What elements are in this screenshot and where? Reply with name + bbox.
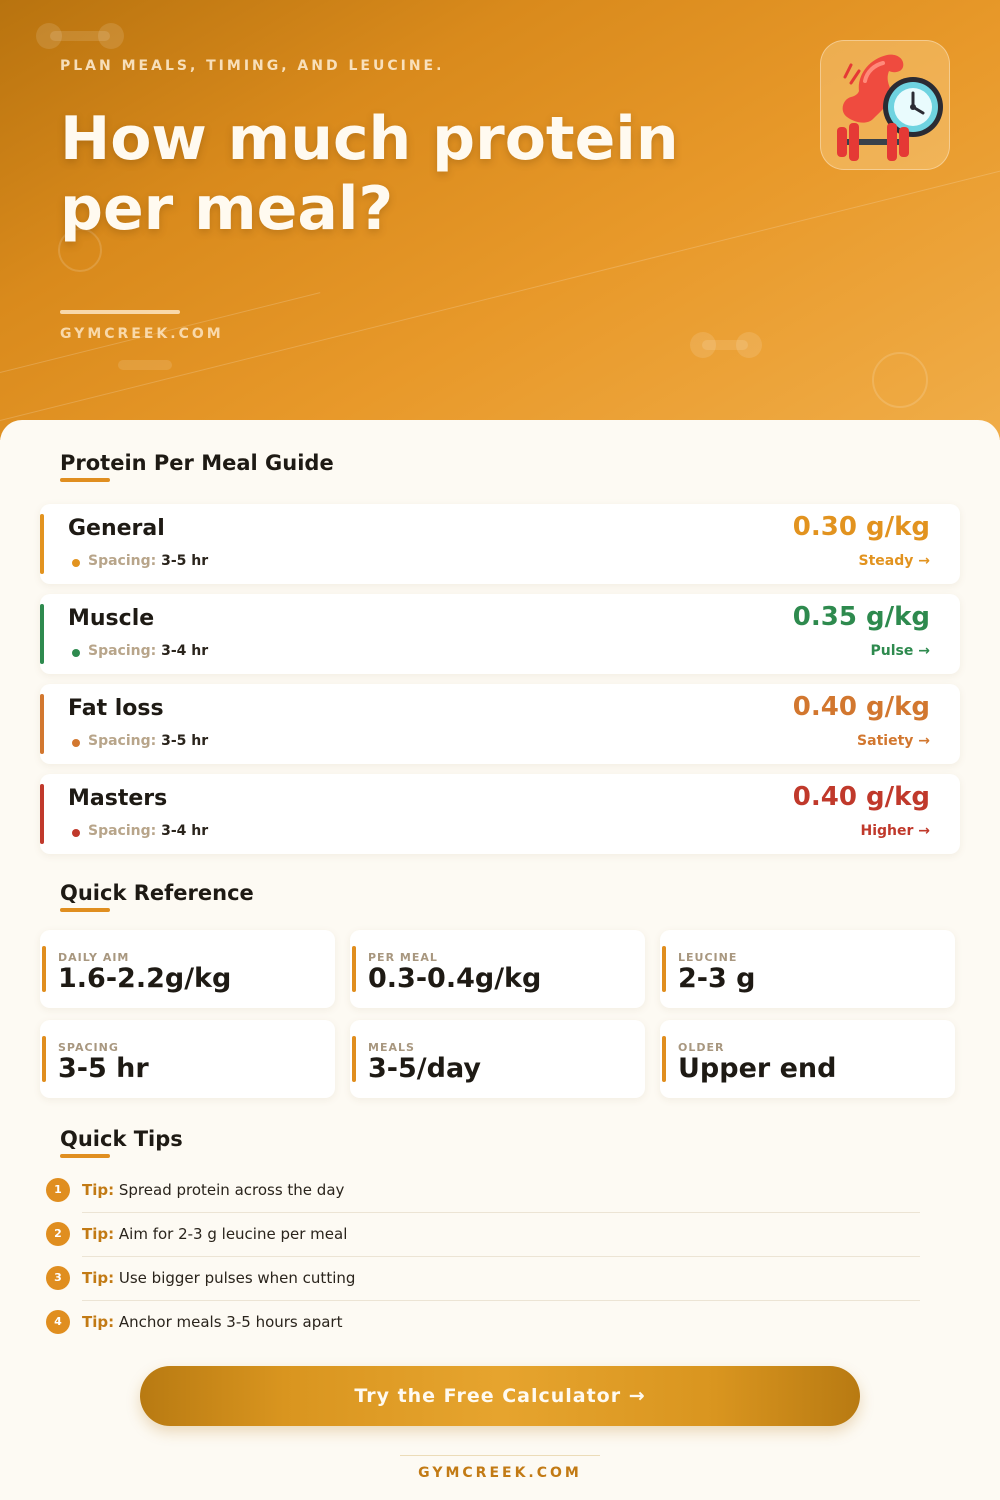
tip-body: Use bigger pulses when cutting bbox=[118, 1269, 356, 1287]
guide-tag-link[interactable]: Steady → bbox=[858, 553, 930, 569]
bullet-dot-icon bbox=[72, 649, 80, 657]
hero-eyebrow: PLAN MEALS, TIMING, AND LEUCINE. bbox=[60, 58, 445, 74]
tip-number-badge: 4 bbox=[46, 1310, 70, 1334]
tip-body: Aim for 2-3 g leucine per meal bbox=[118, 1225, 348, 1243]
hero-banner bbox=[0, 0, 1000, 440]
decorative-ring bbox=[872, 352, 928, 408]
reference-section-title: Quick Reference bbox=[60, 881, 254, 905]
reference-value: 3-5/day bbox=[368, 1053, 481, 1084]
tip-number-badge: 3 bbox=[46, 1266, 70, 1290]
tip-prefix: Tip: bbox=[82, 1269, 115, 1287]
reference-card bbox=[660, 930, 955, 1008]
tip-body: Anchor meals 3-5 hours apart bbox=[118, 1313, 343, 1331]
tip-divider bbox=[82, 1212, 920, 1213]
tip-item bbox=[40, 1216, 920, 1260]
reference-card bbox=[350, 930, 645, 1008]
tip-item bbox=[40, 1260, 920, 1304]
tip-prefix: Tip: bbox=[82, 1313, 115, 1331]
reference-label: LEUCINE bbox=[678, 951, 738, 964]
tip-body: Spread protein across the day bbox=[118, 1181, 345, 1199]
reference-label: MEALS bbox=[368, 1041, 415, 1054]
tip-prefix: Tip: bbox=[82, 1225, 115, 1243]
reference-card bbox=[40, 930, 335, 1008]
tip-text bbox=[82, 1181, 344, 1199]
decorative-dumbbell bbox=[690, 332, 716, 358]
accent-bar bbox=[42, 946, 46, 992]
section-underline bbox=[60, 478, 110, 482]
accent-bar bbox=[40, 604, 44, 664]
guide-name: Muscle bbox=[68, 606, 155, 631]
footer-divider bbox=[400, 1455, 600, 1456]
reference-card bbox=[660, 1020, 955, 1098]
guide-tag-link[interactable]: Satiety → bbox=[857, 733, 930, 749]
reference-card bbox=[350, 1020, 645, 1098]
section-underline bbox=[60, 908, 110, 912]
guide-name: Masters bbox=[68, 786, 168, 811]
accent-bar bbox=[40, 694, 44, 754]
guide-card-masters bbox=[40, 774, 960, 854]
tip-text bbox=[82, 1269, 355, 1287]
reference-label: SPACING bbox=[58, 1041, 119, 1054]
guide-value: 0.30 g/kg bbox=[792, 512, 930, 542]
reference-label: PER MEAL bbox=[368, 951, 438, 964]
tips-section-title: Quick Tips bbox=[60, 1127, 183, 1151]
spacing-value: 3-5 hr bbox=[161, 553, 209, 569]
flexed-bicep-clock-dumbbell-icon bbox=[820, 40, 950, 170]
section-underline bbox=[60, 1154, 110, 1158]
accent-bar bbox=[352, 1036, 356, 1082]
guide-card-muscle bbox=[40, 594, 960, 674]
tip-prefix: Tip: bbox=[82, 1181, 115, 1199]
guide-spacing bbox=[88, 823, 208, 839]
footer-site-link[interactable]: GYMCREEK.COM bbox=[418, 1465, 582, 1481]
reference-label: OLDER bbox=[678, 1041, 725, 1054]
guide-value: 0.40 g/kg bbox=[792, 782, 930, 812]
reference-value: 2-3 g bbox=[678, 963, 756, 994]
hero-site-label: GYMCREEK.COM bbox=[60, 326, 224, 342]
guide-spacing bbox=[88, 553, 208, 569]
reference-value: 1.6-2.2g/kg bbox=[58, 963, 232, 994]
tip-number-badge: 1 bbox=[46, 1178, 70, 1202]
spacing-value: 3-4 hr bbox=[161, 643, 209, 659]
tip-number-badge: 2 bbox=[46, 1222, 70, 1246]
guide-section-title: Protein Per Meal Guide bbox=[60, 451, 334, 475]
reference-value: 0.3-0.4g/kg bbox=[368, 963, 542, 994]
guide-tag-link[interactable]: Pulse → bbox=[870, 643, 930, 659]
spacing-label: Spacing: bbox=[88, 733, 157, 749]
accent-bar bbox=[42, 1036, 46, 1082]
bullet-dot-icon bbox=[72, 739, 80, 747]
spacing-value: 3-5 hr bbox=[161, 733, 209, 749]
hero-divider bbox=[60, 310, 180, 314]
guide-card-fat-loss bbox=[40, 684, 960, 764]
decorative-dumbbell bbox=[98, 23, 124, 49]
reference-value: 3-5 hr bbox=[58, 1053, 149, 1084]
reference-value: Upper end bbox=[678, 1053, 837, 1084]
bullet-dot-icon bbox=[72, 559, 80, 567]
decorative-dumbbell bbox=[736, 332, 762, 358]
bullet-dot-icon bbox=[72, 829, 80, 837]
guide-name: General bbox=[68, 516, 165, 541]
tip-divider bbox=[82, 1256, 920, 1257]
tip-item bbox=[40, 1304, 920, 1348]
reference-label: DAILY AIM bbox=[58, 951, 130, 964]
accent-bar bbox=[40, 784, 44, 844]
page-title: How much protein per meal? bbox=[60, 104, 679, 244]
guide-card-general bbox=[40, 504, 960, 584]
spacing-label: Spacing: bbox=[88, 553, 157, 569]
spacing-label: Spacing: bbox=[88, 823, 157, 839]
accent-bar bbox=[352, 946, 356, 992]
calculator-cta-button[interactable]: Try the Free Calculator → bbox=[140, 1366, 860, 1426]
guide-spacing bbox=[88, 733, 208, 749]
decorative-dumbbell bbox=[36, 23, 62, 49]
guide-name: Fat loss bbox=[68, 696, 164, 721]
tip-divider bbox=[82, 1300, 920, 1301]
guide-tag-link[interactable]: Higher → bbox=[860, 823, 930, 839]
guide-value: 0.35 g/kg bbox=[792, 602, 930, 632]
decorative-dumbbell bbox=[118, 360, 172, 370]
accent-bar bbox=[662, 946, 666, 992]
spacing-label: Spacing: bbox=[88, 643, 157, 659]
guide-spacing bbox=[88, 643, 208, 659]
accent-bar bbox=[662, 1036, 666, 1082]
spacing-value: 3-4 hr bbox=[161, 823, 209, 839]
accent-bar bbox=[40, 514, 44, 574]
reference-card bbox=[40, 1020, 335, 1098]
tip-item bbox=[40, 1172, 920, 1216]
tip-text bbox=[82, 1225, 347, 1243]
tip-text bbox=[82, 1313, 342, 1331]
guide-value: 0.40 g/kg bbox=[792, 692, 930, 722]
